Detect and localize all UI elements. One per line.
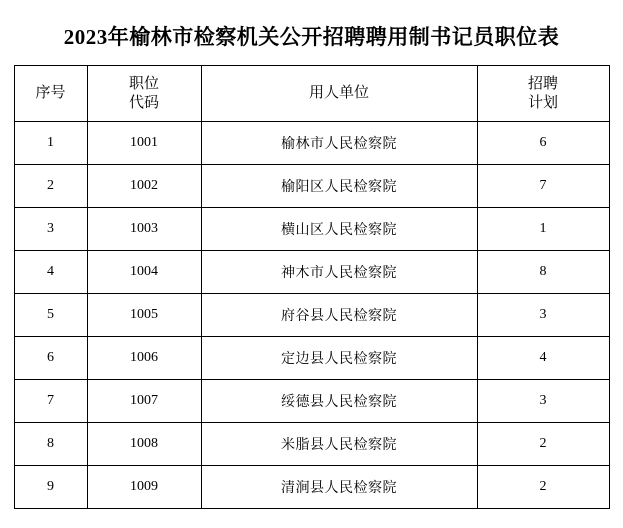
table-row (14, 380, 609, 423)
cell-index: 8 (14, 423, 87, 466)
column-header-code (87, 66, 201, 122)
cell-index: 9 (14, 466, 87, 509)
cell-code: 1003 (87, 208, 201, 251)
cell-code: 1006 (87, 337, 201, 380)
cell-plan: 3 (477, 294, 609, 337)
cell-code: 1008 (87, 423, 201, 466)
cell-index: 4 (14, 251, 87, 294)
cell-index: 7 (14, 380, 87, 423)
cell-index: 3 (14, 208, 87, 251)
column-header-code-line1: 职位 (128, 75, 159, 92)
cell-unit: 定边县人民检察院 (201, 337, 477, 380)
cell-index: 1 (14, 122, 87, 165)
cell-unit: 绥德县人民检察院 (201, 380, 477, 423)
column-header-index (14, 66, 87, 122)
column-header-code-line2: 代码 (128, 94, 159, 111)
cell-code: 1004 (87, 251, 201, 294)
cell-plan: 6 (477, 122, 609, 165)
cell-code: 1005 (87, 294, 201, 337)
column-header-plan-line2: 计划 (527, 94, 558, 111)
cell-plan: 3 (477, 380, 609, 423)
column-header-unit (201, 66, 477, 122)
table-row (14, 165, 609, 208)
cell-code: 1001 (87, 122, 201, 165)
cell-plan: 8 (477, 251, 609, 294)
cell-plan: 7 (477, 165, 609, 208)
table-row (14, 466, 609, 509)
table-body (14, 122, 609, 509)
cell-unit: 米脂县人民检察院 (201, 423, 477, 466)
cell-plan: 1 (477, 208, 609, 251)
cell-index: 2 (14, 165, 87, 208)
table-row (14, 251, 609, 294)
column-header-plan (477, 66, 609, 122)
table-row (14, 337, 609, 380)
cell-plan: 4 (477, 337, 609, 380)
cell-unit: 榆林市人民检察院 (201, 122, 477, 165)
table-header-row (14, 66, 609, 122)
page-title: 2023年榆林市检察机关公开招聘聘用制书记员职位表 (63, 25, 560, 49)
cell-code: 1009 (87, 466, 201, 509)
cell-unit: 清涧县人民检察院 (201, 466, 477, 509)
column-header-index-line1: 序号 (35, 85, 66, 102)
column-header-unit-line1: 用人单位 (308, 85, 369, 102)
cell-unit: 横山区人民检察院 (201, 208, 477, 251)
table-row (14, 423, 609, 466)
cell-index: 5 (14, 294, 87, 337)
table-row (14, 208, 609, 251)
cell-plan: 2 (477, 423, 609, 466)
cell-unit: 神木市人民检察院 (201, 251, 477, 294)
position-table (14, 65, 610, 509)
column-header-plan-line1: 招聘 (527, 75, 558, 92)
cell-code: 1002 (87, 165, 201, 208)
table-row (14, 122, 609, 165)
cell-code: 1007 (87, 380, 201, 423)
cell-unit: 榆阳区人民检察院 (201, 165, 477, 208)
table-row (14, 294, 609, 337)
cell-unit: 府谷县人民检察院 (201, 294, 477, 337)
cell-plan: 2 (477, 466, 609, 509)
table-header (14, 66, 609, 122)
cell-index: 6 (14, 337, 87, 380)
